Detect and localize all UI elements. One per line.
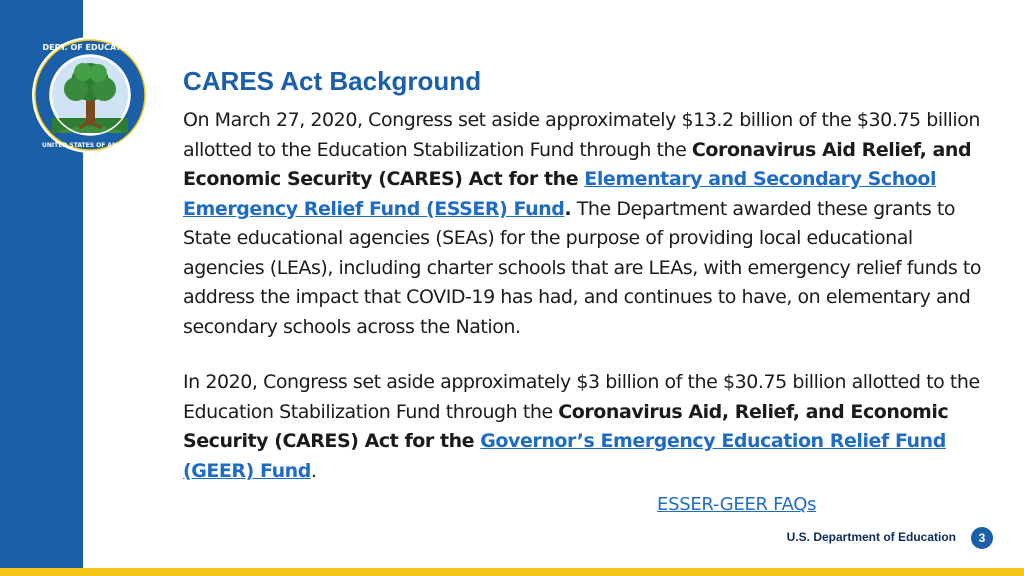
esser-geer-faqs-link[interactable]: ESSER-GEER FAQs	[657, 494, 817, 515]
paragraph-geer-text-b: .	[310, 459, 317, 482]
svg-text:DEPT. OF EDUCATION: DEPT. OF EDUCATION	[42, 43, 138, 52]
paragraph-esser-period: .	[564, 197, 572, 220]
paragraph-geer-text-a: In 2020, Congress set aside approximately $3 billion of the $30.75 billion allotted to the Education Stabilization Fund through the	[183, 371, 980, 423]
bottom-accent-bar	[83, 568, 1024, 576]
paragraph-esser-bold: Coronavirus Aid Relief, and Economic Security (CARES) Act for the	[183, 138, 972, 190]
paragraph-esser-text-b: The Department awarded these grants to State educational agencies (SEAs) for the purpose of providing local educational agencies (LEAs), including charter schools that are LEAs, with emergency relief funds to address the impact that COVID-19 has had, and continues to have, on elementary and secondary schools across the Nation.	[183, 197, 982, 338]
footer-department-label: U.S. Department of Education	[786, 530, 956, 544]
slide-body	[183, 106, 993, 486]
paragraph-esser-text-a: On March 27, 2020, Congress set aside approximately $13.2 billion of the $30.75 billion allotted to the Education Stabilization Fund through the	[183, 109, 980, 161]
department-of-education-seal-icon	[31, 36, 149, 154]
paragraph-geer	[183, 368, 993, 486]
page-number-badge: 3	[971, 527, 993, 549]
esser-fund-link[interactable]: Elementary and Secondary School Emergency Relief Fund (ESSER) Fund	[183, 168, 937, 220]
geer-fund-link[interactable]: Governor’s Emergency Education Relief Fund (GEER) Fund	[183, 430, 946, 482]
left-bar-yellow-stripe	[0, 568, 83, 576]
paragraph-geer-bold: Coronavirus Aid, Relief, and Economic Security (CARES) Act for the	[183, 400, 949, 452]
slide-title: CARES Act Background	[183, 66, 482, 96]
paragraph-esser	[183, 106, 993, 342]
svg-text:UNITED STATES OF AMERICA: UNITED STATES OF AMERICA	[41, 142, 139, 149]
